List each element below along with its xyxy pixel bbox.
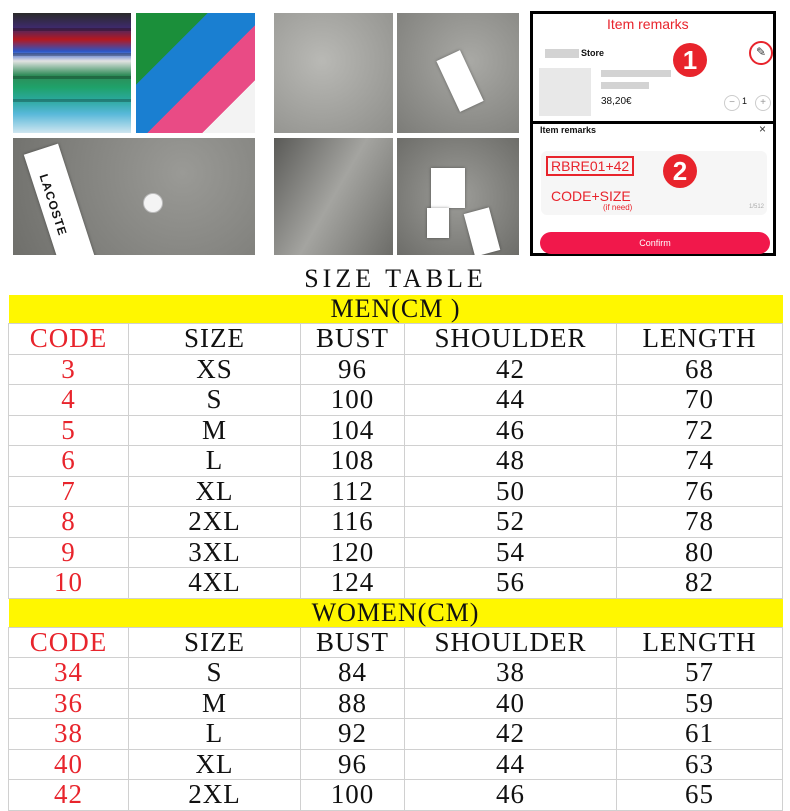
product-thumbnail xyxy=(539,68,591,116)
table-cell: 46 xyxy=(405,780,617,811)
table-cell: 104 xyxy=(301,415,405,446)
table-cell: 76 xyxy=(617,476,783,507)
qty-value: 1 xyxy=(742,96,748,106)
remarks-modal-title: Item remarks xyxy=(540,125,597,135)
table-cell: 108 xyxy=(301,446,405,477)
remark-example: RBRE01+42 xyxy=(546,156,634,176)
confirm-button[interactable]: Confirm xyxy=(540,232,770,254)
table-cell: 82 xyxy=(617,568,783,599)
table-row xyxy=(9,688,783,719)
table-row xyxy=(9,719,783,750)
table-cell: 74 xyxy=(617,446,783,477)
table-cell: M xyxy=(129,415,301,446)
table-cell: 2XL xyxy=(129,507,301,538)
table-cell: 3XL xyxy=(129,537,301,568)
char-counter: 1/512 xyxy=(749,204,765,210)
women-heading: WOMEN(CM) xyxy=(9,598,783,627)
column-header: BUST xyxy=(301,627,405,658)
table-cell: 112 xyxy=(301,476,405,507)
store-name: Store xyxy=(581,48,605,58)
table-cell: 42 xyxy=(405,354,617,385)
table-cell: 100 xyxy=(301,780,405,811)
column-header: SHOULDER xyxy=(405,627,617,658)
table-cell: 44 xyxy=(405,749,617,780)
table-cell: 70 xyxy=(617,385,783,416)
photo-stacked-polos xyxy=(13,13,131,133)
table-cell: 10 xyxy=(9,568,129,599)
table-row xyxy=(9,354,783,385)
store-name-blur xyxy=(545,49,579,58)
table-cell: 80 xyxy=(617,537,783,568)
table-cell: 63 xyxy=(617,749,783,780)
table-cell: 38 xyxy=(9,719,129,750)
table-row xyxy=(9,446,783,477)
table-row xyxy=(9,385,783,416)
table-row xyxy=(9,537,783,568)
product-variant-blur xyxy=(601,82,649,89)
table-cell: 34 xyxy=(9,658,129,689)
qty-decrease-button[interactable]: − xyxy=(724,95,740,111)
product-title-blur xyxy=(601,70,671,77)
table-cell: M xyxy=(129,688,301,719)
table-cell: 124 xyxy=(301,568,405,599)
table-cell: L xyxy=(129,446,301,477)
table-cell: 100 xyxy=(301,385,405,416)
shirt-button xyxy=(143,193,163,213)
table-cell: 78 xyxy=(617,507,783,538)
table-cell: 54 xyxy=(405,537,617,568)
table-cell: 61 xyxy=(617,719,783,750)
table-cell: 92 xyxy=(301,719,405,750)
photo-collar-tag xyxy=(13,138,255,255)
men-column-header-row xyxy=(9,324,783,355)
men-heading: MEN(CM ) xyxy=(9,295,783,324)
column-header: BUST xyxy=(301,324,405,355)
table-cell: XS xyxy=(129,354,301,385)
column-header: SHOULDER xyxy=(405,324,617,355)
table-cell: S xyxy=(129,385,301,416)
table-cell: 40 xyxy=(9,749,129,780)
step-1-badge: 1 xyxy=(673,43,707,77)
table-cell: XL xyxy=(129,749,301,780)
table-cell: 36 xyxy=(9,688,129,719)
table-cell: 59 xyxy=(617,688,783,719)
tag-brand-text: LACOSTE xyxy=(36,172,70,238)
table-cell: 72 xyxy=(617,415,783,446)
table-cell: 68 xyxy=(617,354,783,385)
table-row xyxy=(9,658,783,689)
table-cell: S xyxy=(129,658,301,689)
photo-colored-polos xyxy=(136,13,255,133)
table-cell: 84 xyxy=(301,658,405,689)
photo-neck-label xyxy=(397,138,519,255)
table-row xyxy=(9,415,783,446)
column-header: CODE xyxy=(9,324,129,355)
table-cell: 57 xyxy=(617,658,783,689)
table-cell: 50 xyxy=(405,476,617,507)
table-cell: 88 xyxy=(301,688,405,719)
table-cell: 2XL xyxy=(129,780,301,811)
table-cell: 96 xyxy=(301,749,405,780)
column-header: SIZE xyxy=(129,627,301,658)
men-band xyxy=(9,295,783,324)
step-2-badge: 2 xyxy=(663,154,697,188)
table-cell: 120 xyxy=(301,537,405,568)
table-cell: 4XL xyxy=(129,568,301,599)
table-cell: 6 xyxy=(9,446,129,477)
table-cell: 116 xyxy=(301,507,405,538)
table-row xyxy=(9,476,783,507)
table-cell: 96 xyxy=(301,354,405,385)
table-cell: 52 xyxy=(405,507,617,538)
item-price: 38,20€ xyxy=(601,96,632,107)
remark-note: (if need) xyxy=(603,203,633,212)
column-header: LENGTH xyxy=(617,627,783,658)
item-remarks-hint: Item remarks xyxy=(607,16,689,32)
column-header: CODE xyxy=(9,627,129,658)
table-cell: 42 xyxy=(9,780,129,811)
remark-format: CODE+SIZE xyxy=(551,188,631,204)
cart-item-card xyxy=(533,14,773,124)
table-cell: 3 xyxy=(9,354,129,385)
table-row xyxy=(9,780,783,811)
photo-side-seam xyxy=(274,138,393,255)
edit-remarks-button[interactable] xyxy=(749,41,773,65)
size-table xyxy=(8,262,783,811)
table-cell: 46 xyxy=(405,415,617,446)
photo-gray-fabric xyxy=(274,13,393,133)
table-cell: L xyxy=(129,719,301,750)
qty-increase-button[interactable]: + xyxy=(755,95,771,111)
table-cell: 42 xyxy=(405,719,617,750)
pencil-icon: ✎ xyxy=(756,45,767,59)
table-row xyxy=(9,749,783,780)
order-instructions-panel xyxy=(530,11,776,256)
size-table-title: SIZE TABLE xyxy=(304,264,487,293)
photo-care-label xyxy=(397,13,519,133)
close-icon[interactable]: × xyxy=(759,122,767,136)
table-cell: XL xyxy=(129,476,301,507)
table-row xyxy=(9,507,783,538)
table-cell: 9 xyxy=(9,537,129,568)
column-header: SIZE xyxy=(129,324,301,355)
women-column-header-row xyxy=(9,627,783,658)
table-cell: 56 xyxy=(405,568,617,599)
table-cell: 4 xyxy=(9,385,129,416)
table-cell: 7 xyxy=(9,476,129,507)
women-band xyxy=(9,598,783,627)
table-cell: 65 xyxy=(617,780,783,811)
table-cell: 8 xyxy=(9,507,129,538)
table-row xyxy=(9,568,783,599)
table-cell: 44 xyxy=(405,385,617,416)
table-cell: 40 xyxy=(405,688,617,719)
column-header: LENGTH xyxy=(617,324,783,355)
table-cell: 5 xyxy=(9,415,129,446)
table-cell: 38 xyxy=(405,658,617,689)
table-cell: 48 xyxy=(405,446,617,477)
